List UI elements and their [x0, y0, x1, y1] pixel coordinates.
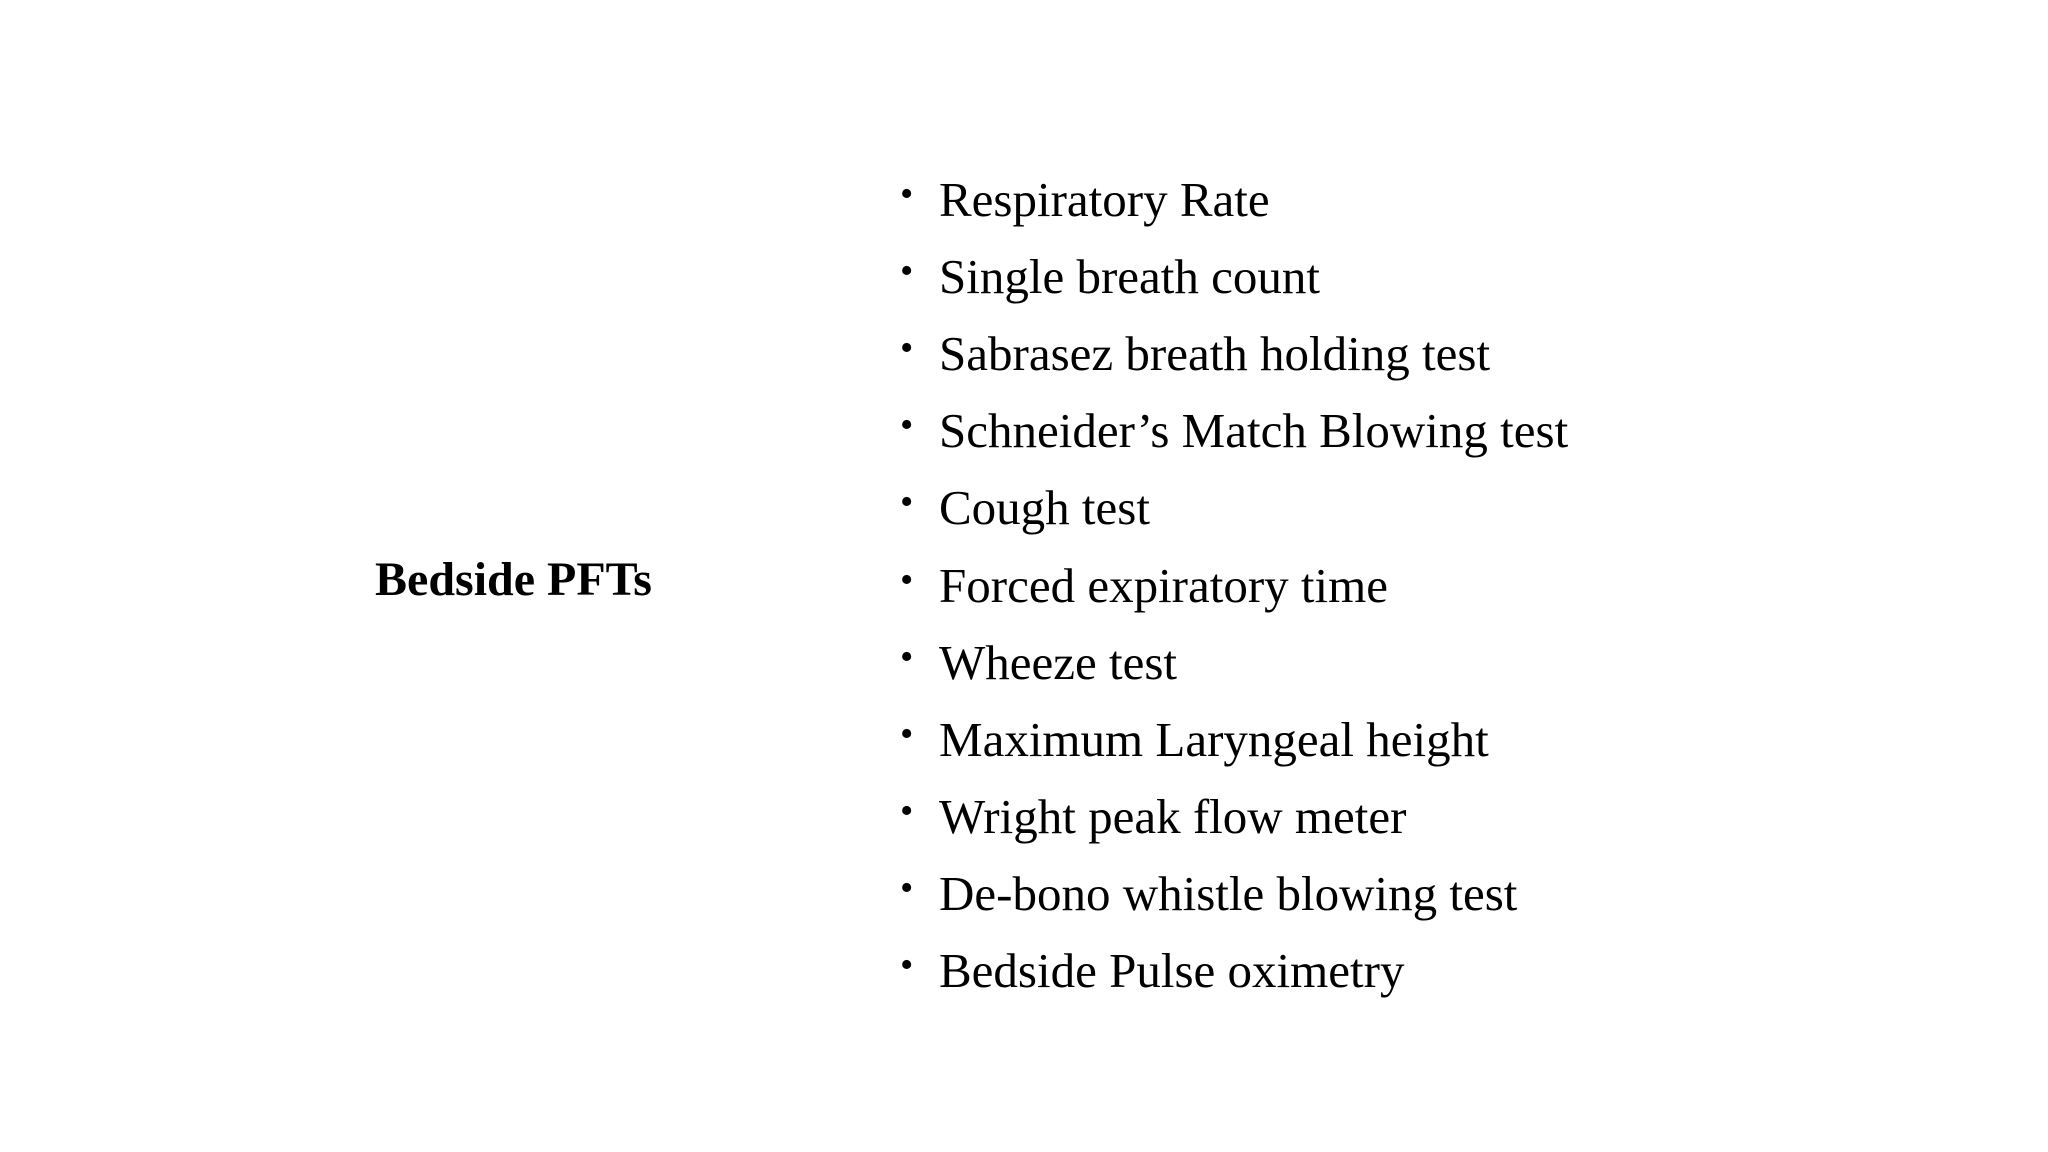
list-item-text: Bedside Pulse oximetry — [939, 943, 1405, 999]
list-item-text: Sabrasez breath holding test — [939, 325, 1491, 381]
slide-title: Bedside PFTs — [375, 553, 652, 606]
list-item-text: Forced expiratory time — [939, 557, 1389, 613]
bullet-icon: • — [900, 944, 914, 987]
list-item — [900, 624, 1568, 701]
bullet-icon: • — [900, 172, 914, 215]
list-item-text: Wright peak flow meter — [939, 789, 1407, 845]
bullet-icon: • — [900, 249, 914, 292]
list-item — [900, 779, 1568, 856]
list-item — [900, 933, 1568, 1010]
bullet-icon: • — [900, 790, 914, 833]
list-item-text: Wheeze test — [939, 634, 1178, 690]
bullet-icon: • — [900, 326, 914, 369]
list-item-text: De-bono whistle blowing test — [939, 866, 1518, 922]
bullet-icon: • — [900, 712, 914, 755]
list-item — [900, 701, 1568, 778]
bullet-icon: • — [900, 558, 914, 601]
list-item — [900, 547, 1568, 624]
list-item-text: Schneider’s Match Blowing test — [939, 403, 1569, 459]
list-item-text: Cough test — [939, 480, 1150, 536]
list-item — [900, 238, 1568, 315]
list-item — [900, 161, 1568, 238]
bullet-icon: • — [900, 404, 914, 447]
list-item — [900, 856, 1568, 933]
list-item — [900, 393, 1568, 470]
list-item-text: Single breath count — [939, 248, 1321, 304]
bullet-icon: • — [900, 481, 914, 524]
list-item-text: Maximum Laryngeal height — [939, 711, 1489, 767]
bullet-icon: • — [900, 867, 914, 910]
list-item — [900, 470, 1568, 547]
list-item-text: Respiratory Rate — [939, 171, 1270, 227]
bullet-list — [900, 161, 1568, 1010]
list-item — [900, 315, 1568, 392]
bullet-icon: • — [900, 635, 914, 678]
